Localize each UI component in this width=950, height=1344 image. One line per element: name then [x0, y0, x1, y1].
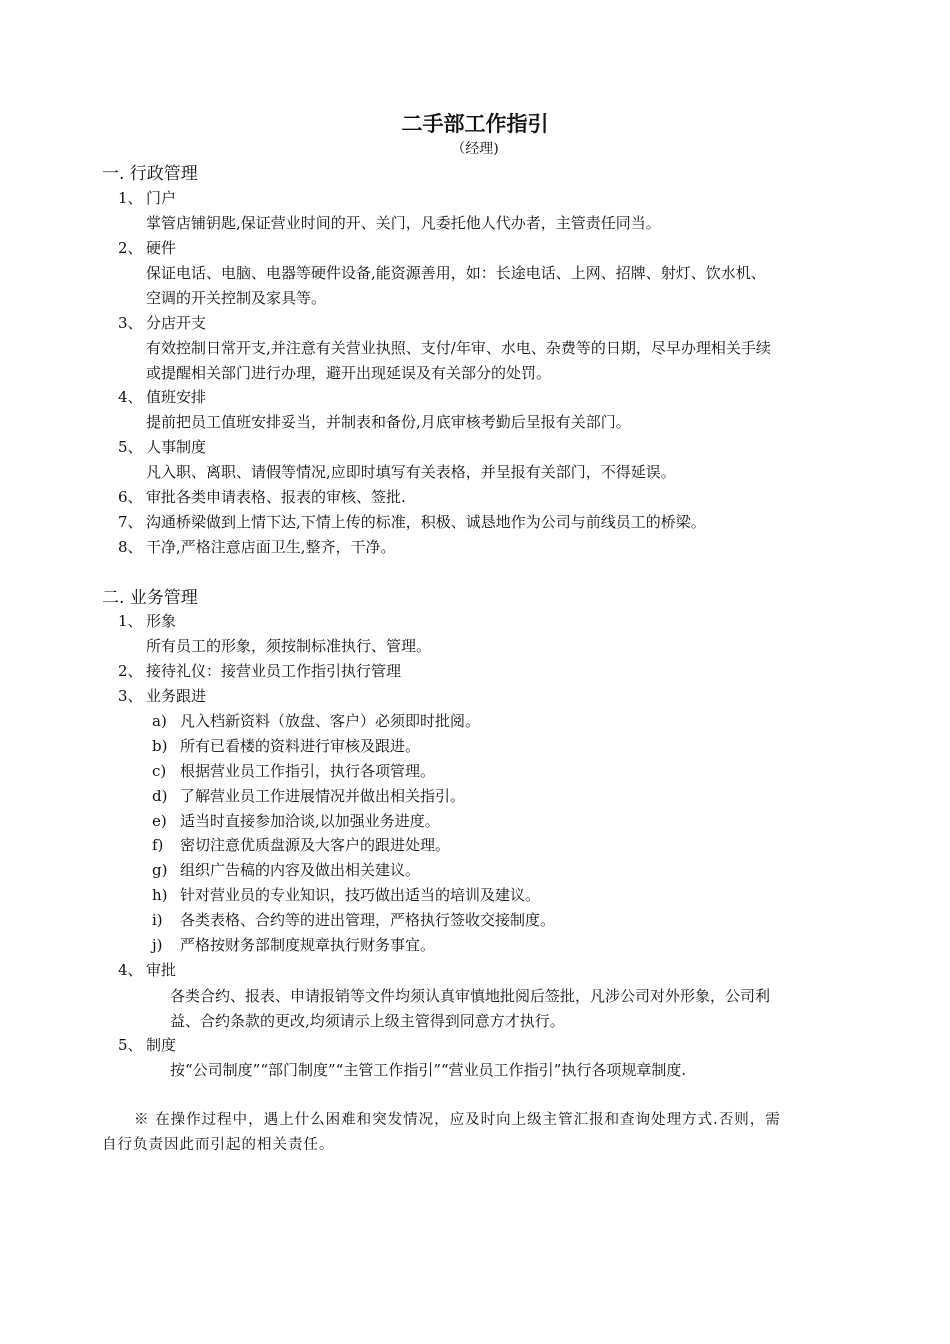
- sub-list-item: [152, 735, 420, 757]
- sub-item-text: 了解营业员工作进展情况并做出相关指引。: [180, 787, 466, 805]
- item-body: 有效控制日常开支,并注意有关营业执照、支付/年审、水电、杂费等的日期，尽早办理相关手续: [146, 339, 771, 357]
- list-item-heading: [118, 187, 176, 209]
- item-body: 益、合约条款的更改,均须请示上级主管得到同意方才执行。: [170, 1012, 565, 1030]
- list-item: [118, 660, 401, 682]
- sub-list-item: [152, 834, 450, 856]
- sub-item-letter: b): [152, 737, 168, 755]
- sub-item-letter: i): [152, 911, 163, 929]
- list-item: [118, 536, 396, 558]
- sub-item-text: 严格按财务部制度规章执行财务事宜。: [180, 936, 436, 954]
- sub-item-text: 根据营业员工作指引，执行各项管理。: [180, 762, 436, 780]
- item-number: 1、: [118, 612, 143, 630]
- sub-item-letter: c): [152, 762, 167, 780]
- sub-item-letter: j): [152, 936, 163, 954]
- item-number: 8、: [118, 538, 143, 556]
- sub-item-letter: h): [152, 886, 168, 904]
- list-item: [118, 486, 406, 508]
- item-title: 制度: [146, 1036, 177, 1054]
- item-body: 提前把员工值班安排妥当，并制表和备份,月底审核考勤后呈报有关部门。: [146, 413, 631, 431]
- item-body: 空调的开关控制及家具等。: [146, 289, 327, 307]
- item-title: 门户: [146, 189, 177, 207]
- sub-list-item: [152, 810, 440, 832]
- item-number: 5、: [118, 438, 143, 456]
- sub-item-text: 凡入档新资料（放盘、客户）必须即时批阅。: [180, 712, 481, 730]
- item-number: 4、: [118, 961, 143, 979]
- sub-list-item: [152, 785, 465, 807]
- item-body: 掌管店铺钥匙,保证营业时间的开、关门，凡委托他人代办者，主管责任同当。: [146, 214, 661, 232]
- list-item: [118, 511, 706, 533]
- item-title: 分店开支: [146, 314, 207, 332]
- page-title: 二手部工作指引: [401, 112, 549, 136]
- item-title: 审批各类申请表格、报表的审核、签批.: [146, 488, 406, 506]
- sub-list-item: [152, 710, 480, 732]
- sub-item-text: 各类表格、合约等的进出管理，严格执行签收交接制度。: [180, 911, 556, 929]
- item-body: 按“公司制度”“部门制度”“主管工作指引”“营业员工作指引”执行各项规章制度.: [170, 1061, 687, 1079]
- list-item-heading: [118, 610, 176, 632]
- item-body: 或提醒相关部门进行办理，避开出现延误及有关部分的处罚。: [146, 364, 552, 382]
- list-item-heading: [118, 1034, 176, 1056]
- list-item-heading: [118, 386, 206, 408]
- item-title: 沟通桥梁做到上情下达,下情上传的标准，积极、诚恳地作为公司与前线员工的桥梁。: [146, 513, 706, 531]
- sub-list-item: [152, 760, 435, 782]
- sub-item-letter: d): [152, 787, 168, 805]
- sub-item-letter: g): [152, 861, 168, 879]
- sub-item-text: 针对营业员的专业知识，技巧做出适当的培训及建议。: [180, 886, 541, 904]
- item-number: 6、: [118, 488, 143, 506]
- list-item-heading: [118, 312, 206, 334]
- item-number: 3、: [118, 314, 143, 332]
- sub-item-letter: e): [152, 812, 167, 830]
- sub-item-text: 组织广告稿的内容及做出相关建议。: [180, 861, 421, 879]
- item-body: 各类合约、报表、申请报销等文件均须认真审慎地批阅后签批，凡涉公司对外形象，公司利: [170, 987, 771, 1005]
- list-item-heading: [118, 436, 206, 458]
- item-number: 3、: [118, 687, 143, 705]
- item-title: 硬件: [146, 239, 177, 257]
- item-title: 人事制度: [146, 438, 207, 456]
- item-number: 4、: [118, 388, 143, 406]
- item-title: 接待礼仪：接营业员工作指引执行管理: [146, 662, 402, 680]
- sub-item-text: 所有已看楼的资料进行审核及跟进。: [180, 737, 421, 755]
- sub-list-item: [152, 859, 420, 881]
- closing-note: ※ 在操作过程中，遇上什么困难和突发情况，应及时向上级主管汇报和查询处理方式.否则，需: [134, 1112, 781, 1128]
- list-item-heading: [118, 685, 206, 707]
- sub-item-letter: f): [152, 836, 164, 854]
- item-body: 凡入职、离职、请假等情况,应即时填写有关表格，并呈报有关部门，不得延误。: [146, 463, 676, 481]
- closing-note-continued: 自行负责因此而引起的相关责任。: [102, 1137, 335, 1153]
- sub-list-item: [152, 909, 555, 931]
- item-number: 5、: [118, 1036, 143, 1054]
- sub-item-text: 密切注意优质盘源及大客户的跟进处理。: [180, 836, 451, 854]
- item-number: 1、: [118, 189, 143, 207]
- sub-item-text: 适当时直接参加洽谈,以加强业务进度。: [180, 812, 440, 830]
- list-item-heading: [118, 959, 176, 981]
- sub-list-item: [152, 934, 435, 956]
- item-body: 保证电话、电脑、电器等硬件设备,能资源善用，如：长途电话、上网、招牌、射灯、饮水机、: [146, 264, 766, 282]
- sub-item-letter: a): [152, 712, 167, 730]
- item-number: 7、: [118, 513, 143, 531]
- item-title: 形象: [146, 612, 177, 630]
- section-heading-admin: 一. 行政管理: [102, 164, 198, 184]
- section-heading-business: 二. 业务管理: [102, 588, 198, 608]
- item-number: 2、: [118, 239, 143, 257]
- item-title: 干净,严格注意店面卫生,整齐，干净。: [146, 538, 396, 556]
- item-title: 值班安排: [146, 388, 207, 406]
- item-title: 业务跟进: [146, 687, 207, 705]
- item-body: 所有员工的形象，须按制标准执行、管理。: [146, 637, 432, 655]
- list-item-heading: [118, 237, 176, 259]
- item-title: 审批: [146, 961, 177, 979]
- item-number: 2、: [118, 662, 143, 680]
- page-subtitle: （经理): [451, 141, 499, 157]
- sub-list-item: [152, 884, 540, 906]
